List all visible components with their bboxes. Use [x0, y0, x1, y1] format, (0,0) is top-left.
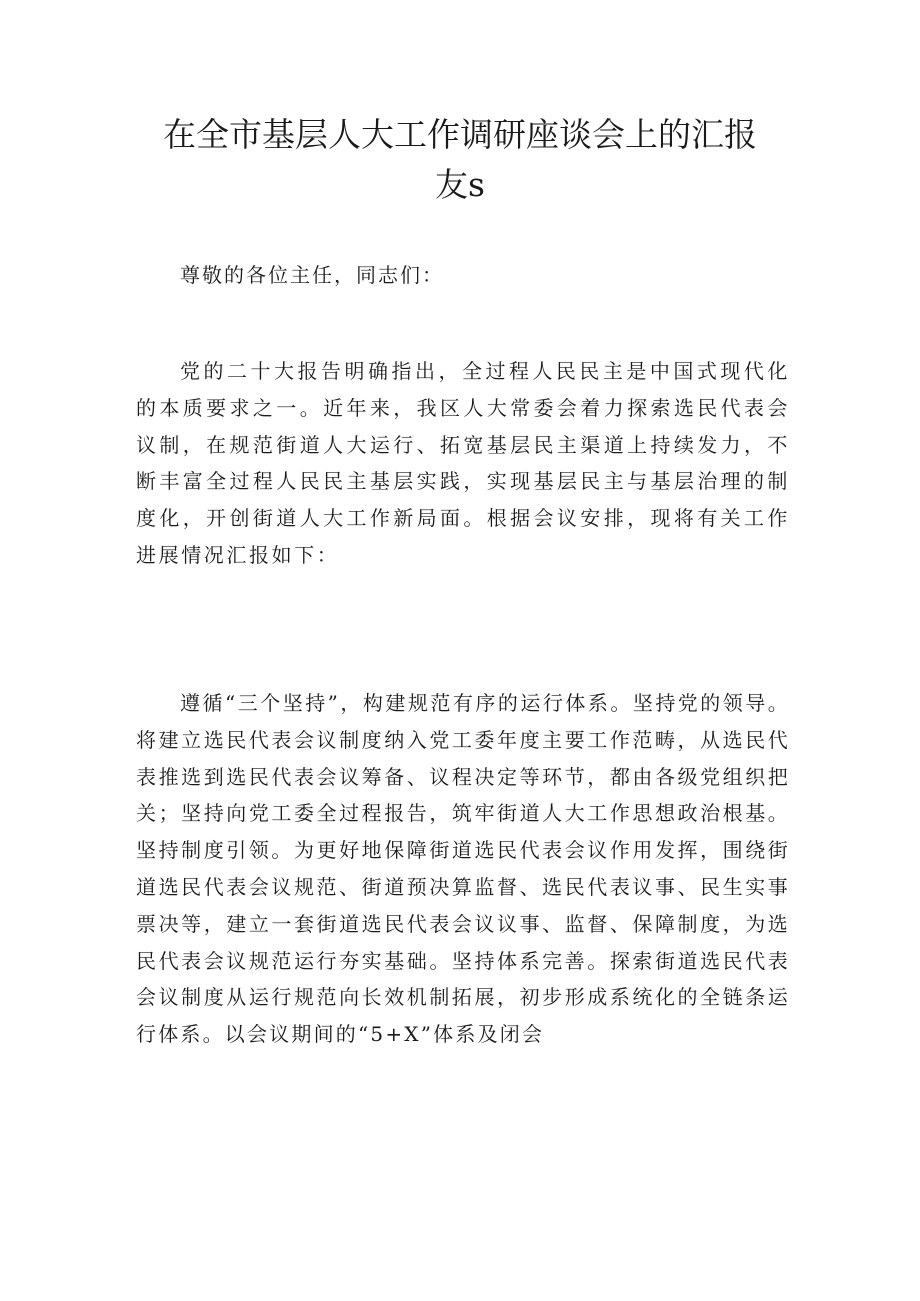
salutation: 尊敬的各位主任，同志们： — [180, 263, 444, 287]
document-title: 在全市基层人大工作调研座谈会上的汇报 — [163, 115, 757, 154]
paragraph-intro: 党的二十大报告明确指出，全过程人民民主是中国式现代化的本质要求之一。近年来，我区人大常委会着力探索选民代表会议制，在规范街道人大运行、拓宽基层民主渠道上持续发力，不断丰富全过程人民民主基层实践，实现基层民主与基层治理的制度化，开创街道人大工作新局面。根据会议安排，现将有关工作进展情况汇报如下： — [136, 359, 790, 567]
paragraph-three-persistences: 遵循“三个坚持”，构建规范有序的运行体系。坚持党的领导。将建立选民代表会议制度纳入党工委年度主要工作范畴，从选民代表推选到选民代表会议筹备、议程决定等环节，都由各级党组织把关；坚持向党工委全过程报告，筑牢街道人大工作思想政治根基。坚持制度引领。为更好地保障街道选民代表会议作用发挥，围绕街道选民代表会议规范、街道预决算监督、选民代表议事、民生实事票决等，建立一套街道选民代表会议议事、监督、保障制度，为选民代表会议规范运行夯实基础。坚持体系完善。探索街道选民代表会议制度从运行规范向长效机制拓展，初步形成系统化的全链条运行体系。以会议期间的“5+X”体系及闭会 — [136, 691, 790, 1047]
document-title-continued: 友s — [435, 165, 485, 204]
